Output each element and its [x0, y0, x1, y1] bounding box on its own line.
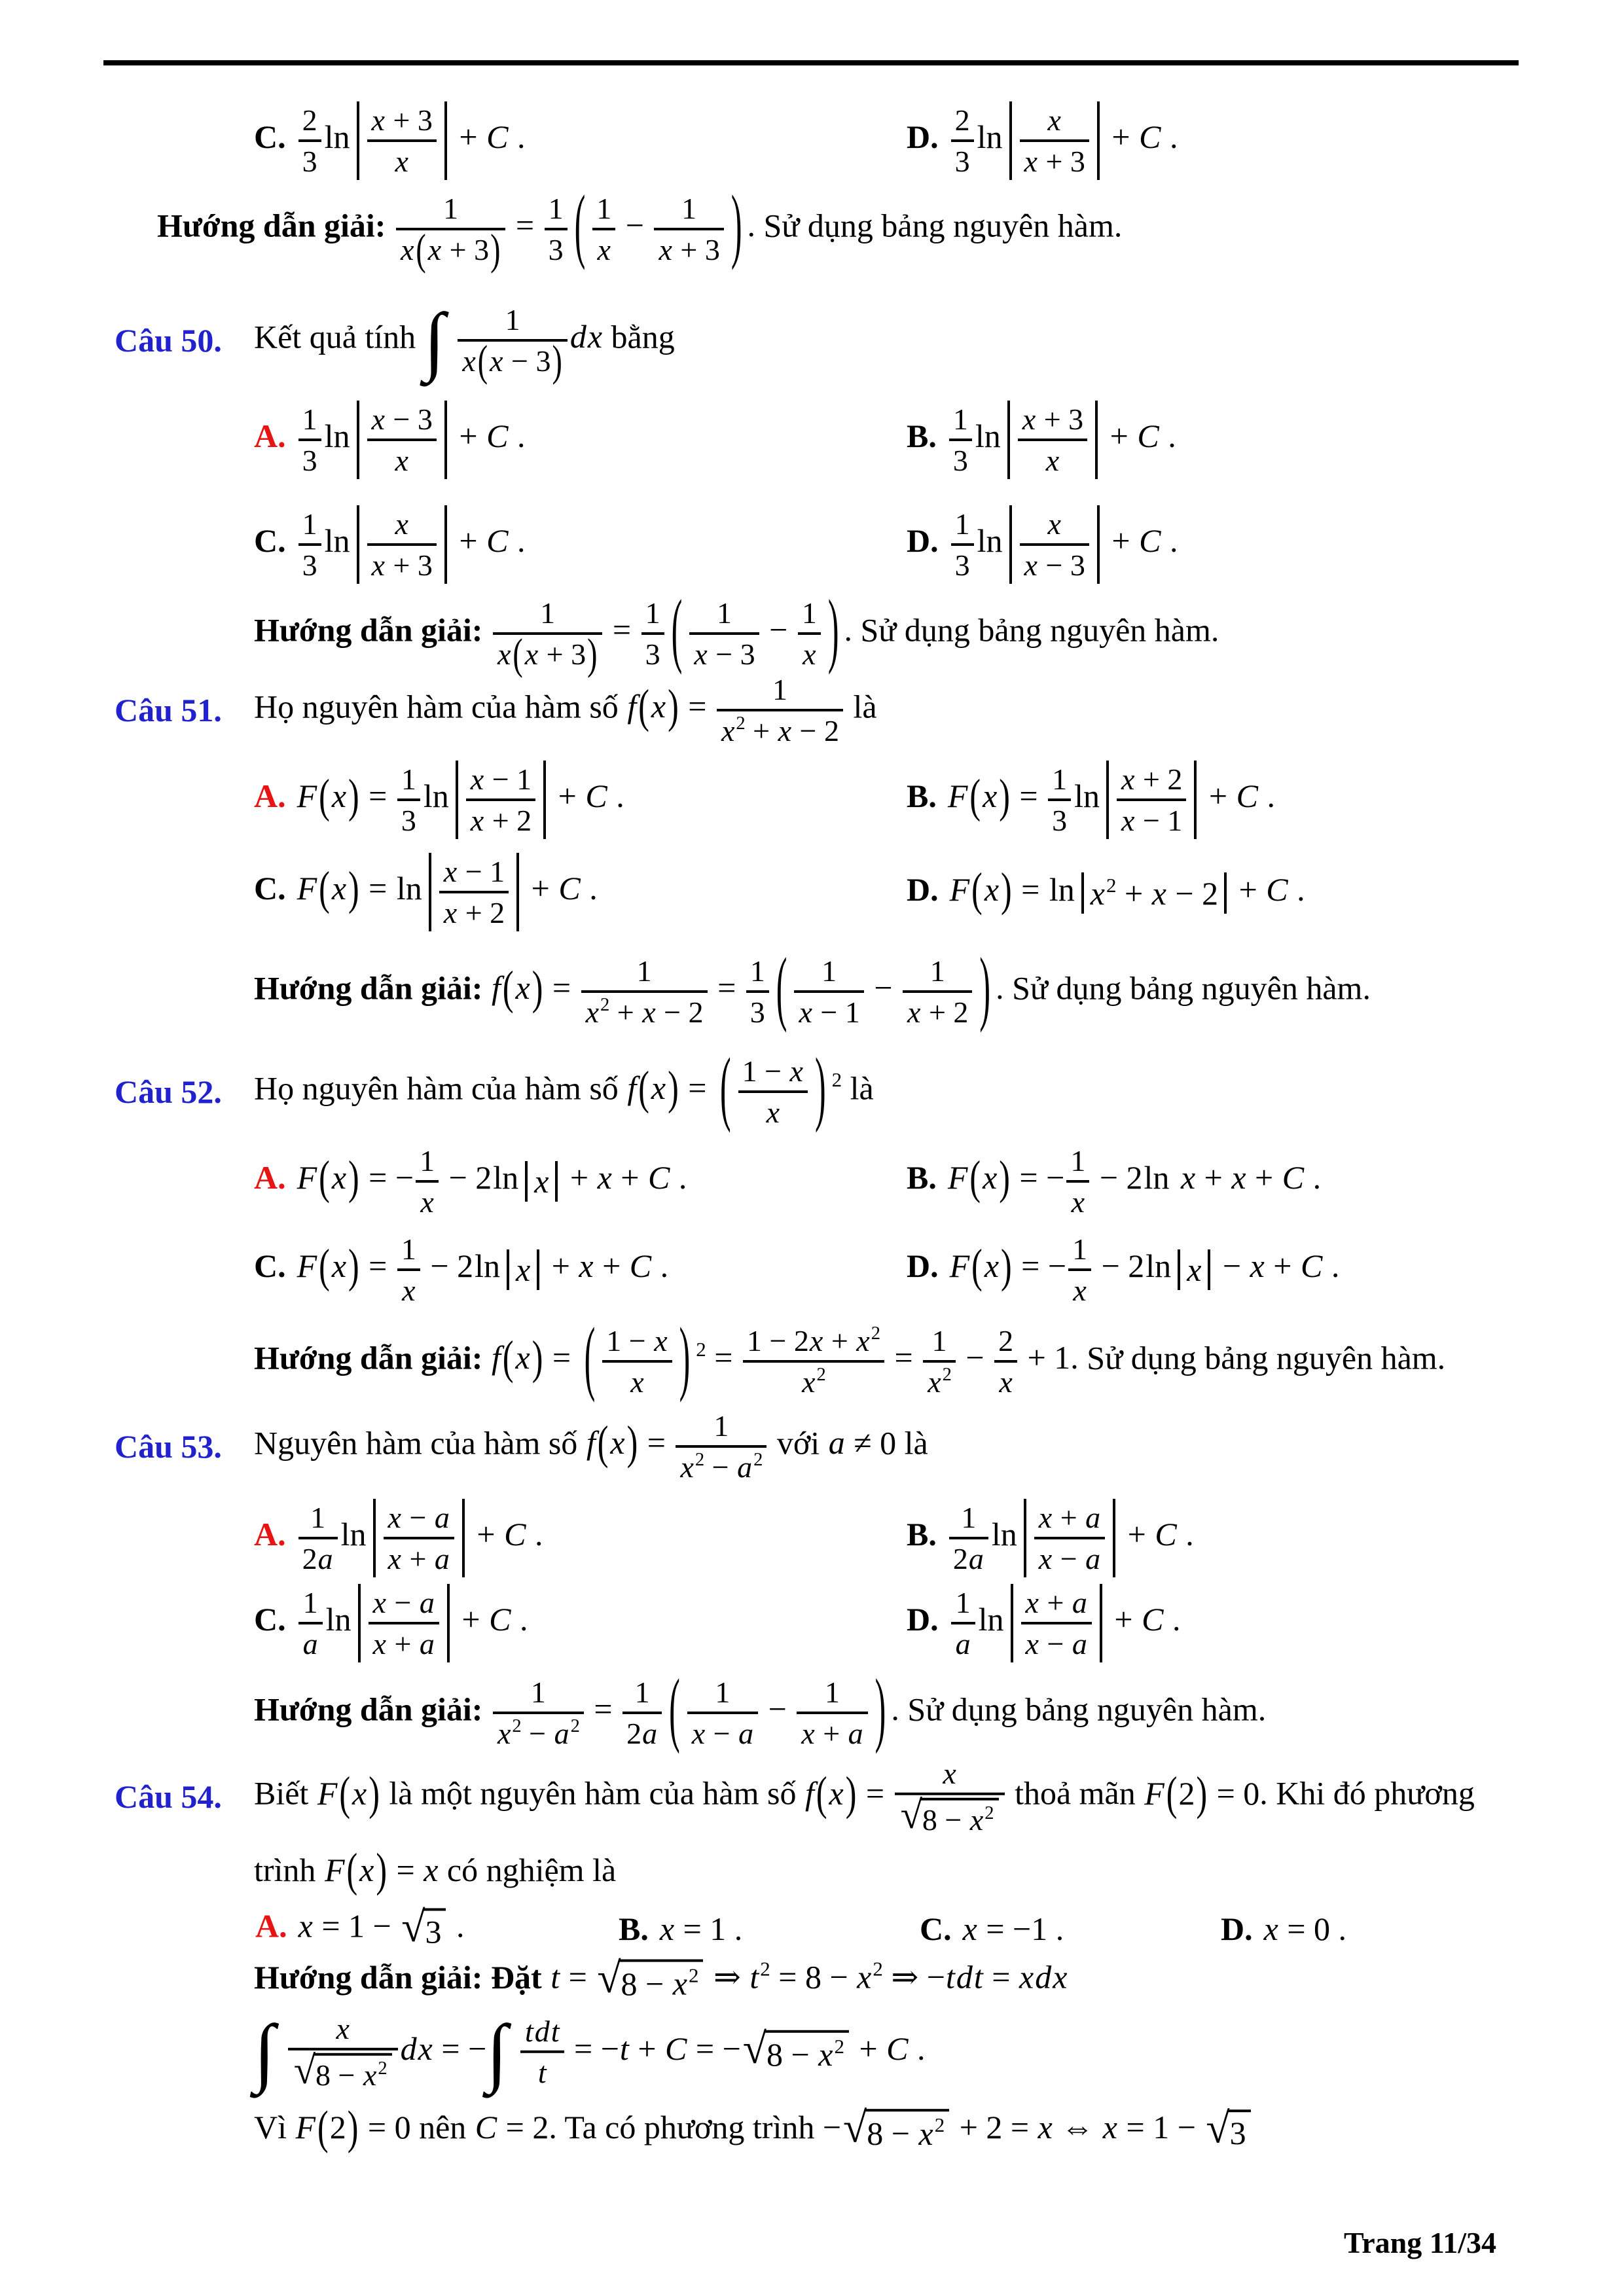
fraction: $\frac{1}{x - a}$ — [687, 1675, 758, 1751]
option — [907, 101, 1178, 180]
fraction: $\frac{1 - x}{x}$ — [738, 1054, 808, 1130]
fraction: $\frac{1}{x}$ — [397, 1232, 420, 1308]
absolute-value — [357, 505, 447, 584]
option — [907, 862, 1305, 916]
math-formula: − √ $8 - x^2$ + 2 = x ⇔ x = 1 − √ 3 — [823, 2109, 1253, 2145]
question-stem: Họ nguyên hàm của hàm số f(x) = $\frac{1}{x^2 + x - 2}$ là — [254, 673, 877, 747]
option — [619, 1910, 742, 1948]
option-formula: F(x) = − $\frac{1}{x}$ − 2ln x + x + C . — [297, 1144, 687, 1219]
option-formula: F(x) = $\frac{1}{x}$ − 2ln x + x + C . — [297, 1232, 669, 1307]
absolute-value — [373, 1499, 465, 1577]
fraction: $\frac{1}{a}$ — [298, 1585, 323, 1661]
question-stem: Kết quả tính ∫ $\frac{1}{x(x - 3)}$ dx bằng — [254, 298, 675, 385]
option-formula: F(x) = $\frac{1}{3}$ ln $\frac{x - 1}{x + 2}$ + C . — [297, 778, 624, 814]
option-formula: F(x) = − $\frac{1}{x}$ − 2ln x + x + C . — [947, 1144, 1322, 1219]
fraction: $\frac{1}{x + a}$ — [797, 1675, 867, 1751]
absolute-value — [358, 1584, 450, 1662]
option-label: A. — [255, 1907, 287, 1945]
absolute-value: x — [525, 1161, 558, 1202]
question-stem: Họ nguyên hàm của hàm số f(x) = ( $\frac{1 - x}{x}$ ) $^2$ là — [254, 1040, 874, 1134]
fraction: $\frac{1}{x - 3}$ — [689, 596, 759, 672]
fraction: $\frac{1}{x + 3}$ — [654, 191, 723, 267]
option — [254, 761, 624, 839]
solution: Hướng dẫn giải: $\frac{1}{x(x + 3)}$ = $\frac{1}{3}$ ( $\frac{1}{x - 3}$ − $\frac{1}{x}$ ) . Sử dụng bảng nguyên hàm. — [254, 582, 1219, 678]
fraction: $\frac{2}{x}$ — [994, 1323, 1017, 1399]
option-label: C. — [920, 1910, 952, 1947]
fraction: $\frac{1 - x}{x}$ — [602, 1323, 672, 1399]
square-root: √ $8 - x^2$ — [901, 1798, 999, 1837]
absolute-value — [357, 401, 447, 479]
fraction: $\frac{1}{3}$ — [1048, 762, 1071, 838]
option — [907, 401, 1176, 479]
fraction: $\frac{x}{x + 3}$ — [367, 507, 437, 583]
option-label: C. — [254, 522, 286, 560]
fraction: $\frac{1}{3}$ — [641, 596, 664, 672]
fraction: x √ $8 - x^2$ — [288, 2011, 398, 2092]
page-number: Trang 11/34 — [1343, 2226, 1496, 2259]
absolute-value: $x^2 + x - 2$ — [1081, 872, 1227, 914]
fraction: $\frac{x + 2}{x - 1}$ — [1117, 762, 1186, 838]
square-root: √ $8 - x^2$ — [843, 2109, 949, 2153]
fraction: $\frac{1}{3}$ — [397, 762, 420, 838]
option — [254, 1584, 528, 1662]
math-formula: f(x) = $\frac{1}{x^2 + x - 2}$ — [626, 688, 845, 725]
option-label: C. — [254, 870, 286, 907]
option-formula: $\frac{1}{3}$ ln $\frac{x - 3}{x}$ + C . — [297, 418, 526, 454]
solution — [254, 2011, 926, 2092]
fraction: $\frac{x - 1}{x + 2}$ — [466, 762, 535, 838]
fraction: $\frac{1}{3}$ — [951, 507, 974, 583]
option-formula: x = −1 . — [962, 1910, 1064, 1947]
fraction: $\frac{1}{x^2 - a^2}$ — [493, 1675, 584, 1751]
fraction: $\frac{1}{2a}$ — [949, 1500, 988, 1576]
fraction: $\frac{x}{x - 3}$ — [1020, 507, 1089, 583]
solution: Hướng dẫn giải: $\frac{1}{x^2 - a^2}$ = $\frac{1}{2a}$ ( $\frac{1}{x - a}$ − $\frac{1}{x + a}$ ) . Sử dụng bảng nguyên hàm. — [254, 1661, 1267, 1755]
fraction: $\frac{1}{x^2 + x - 2}$ — [581, 954, 708, 1030]
option — [907, 1143, 1321, 1219]
option-formula: F(x) = $\frac{1}{3}$ ln $\frac{x + 2}{x - 1}$ + C . — [947, 778, 1275, 814]
option-label: B. — [907, 1159, 937, 1196]
square-root: √ 3 — [1206, 2109, 1250, 2152]
solution: Hướng dẫn giải: f(x) = ( $\frac{1 - x}{x}$ ) $^2$ = $\frac{1 - 2x + x^2}{x^2}$ = $\frac{1}{x^2}$ − $\frac{2}{x}$ + 1. Sử dụng bảng nguyên hàm. — [254, 1310, 1446, 1404]
option-label: D. — [907, 522, 939, 560]
option-formula: $\frac{1}{2a}$ ln $\frac{x - a}{x + a}$ + C . — [297, 1516, 543, 1552]
math-formula: t = √ $8 - x^2$ ⇒ $t^2 = 8 - x^2$ ⇒ −tdt = xdx — [550, 1954, 1068, 2002]
option-label: B. — [907, 778, 937, 815]
question-number: Câu 52. — [115, 1073, 222, 1110]
option-formula: F(x) = ln $\frac{x - 1}{x + 2}$ + C . — [297, 870, 598, 906]
option-label: D. — [907, 1247, 939, 1285]
fraction: $\frac{1}{3}$ — [746, 954, 769, 1030]
fraction: $\frac{1}{x^2 + x - 2}$ — [717, 672, 843, 748]
fraction: $\frac{1}{3}$ — [545, 191, 568, 267]
fraction: $\frac{1}{a}$ — [951, 1585, 975, 1661]
option — [907, 1584, 1180, 1662]
option — [1221, 1910, 1346, 1948]
fraction: $\frac{1}{x - 1}$ — [794, 954, 863, 1030]
math-formula: $\frac{1}{x(x + 3)}$ = $\frac{1}{3}$ ( $\frac{1}{x}$ − $\frac{1}{x + 3}$ ) . — [394, 207, 755, 243]
fraction: $\frac{1}{2a}$ — [623, 1675, 662, 1751]
option-label: D. — [907, 118, 939, 156]
option-label: C. — [254, 118, 286, 156]
option — [907, 505, 1178, 584]
fraction: $\frac{x + a}{x - a}$ — [1034, 1500, 1105, 1576]
absolute-value — [1007, 401, 1098, 479]
option-formula: F(x) = − $\frac{1}{x}$ − 2ln x − x + C . — [949, 1232, 1340, 1307]
fraction: x √ $8 - x^2$ — [895, 1756, 1005, 1837]
option-formula: $\frac{1}{2a}$ ln $\frac{x + a}{x - a}$ + C . — [947, 1516, 1194, 1552]
fraction: $\frac{x + a}{x - a}$ — [1021, 1585, 1092, 1661]
fraction: $\frac{1}{x}$ — [798, 596, 821, 672]
fraction: $\frac{1}{2a}$ — [298, 1500, 338, 1576]
option — [254, 1499, 543, 1577]
fraction: $\frac{\text{tdt}}{t}$ — [520, 2014, 564, 2090]
option — [255, 1903, 465, 1951]
fraction: $\frac{x - 1}{x + 2}$ — [439, 854, 509, 930]
fraction: $\frac{x}{x + 3}$ — [1020, 103, 1089, 179]
option-formula: $F(x) = \ln x^2 + x - 2 + C$ . — [949, 862, 1305, 916]
fraction: $\frac{1}{3}$ — [949, 402, 972, 478]
option-formula: x = 1 − √ 3 . — [298, 1903, 465, 1951]
header-rule — [103, 60, 1519, 65]
math-formula: F(x) = x — [324, 1842, 439, 1897]
math-formula: a ≠ 0 — [828, 1424, 897, 1462]
fraction: $\frac{x - 3}{x}$ — [367, 402, 437, 478]
math-formula: f(x) = $\frac{1}{x^2 - a^2}$ — [586, 1424, 769, 1461]
question-stem: Biết F(x) là một nguyên hàm của hàm số f(x) = x √ $8 - x^2$ thoả mãn F(2) = 0. Khi đó phương — [254, 1756, 1475, 1838]
fraction: $\frac{1}{x}$ — [1066, 1143, 1089, 1219]
absolute-value: x — [507, 1249, 539, 1290]
absolute-value — [357, 101, 447, 180]
math-formula: f(x) = ( $\frac{1 - x}{x}$ ) $^2$ — [627, 1040, 842, 1134]
math-formula: $\frac{1}{x^2 - a^2}$ = $\frac{1}{2a}$ ( $\frac{1}{x - a}$ − $\frac{1}{x + a}$ ) . — [491, 1691, 899, 1727]
square-root: √ 3 — [401, 1909, 446, 1951]
fraction: $\frac{x - a}{x + a}$ — [384, 1500, 454, 1576]
fraction: $\frac{1}{x^2}$ — [923, 1323, 956, 1399]
option — [254, 101, 525, 180]
option — [920, 1910, 1064, 1948]
fraction: $\frac{x - a}{x + a}$ — [369, 1585, 439, 1661]
absolute-value — [456, 761, 546, 839]
fraction: $\frac{1}{3}$ — [298, 402, 321, 478]
math-formula: $\frac{1}{x(x + 3)}$ = $\frac{1}{3}$ ( $\frac{1}{x - 3}$ − $\frac{1}{x}$ ) . — [491, 611, 852, 648]
option — [254, 1232, 668, 1308]
option-label: B. — [907, 1516, 937, 1553]
fraction: $\frac{1}{x}$ — [592, 191, 615, 267]
integral-sign: ∫ — [424, 298, 445, 383]
option-label: B. — [907, 418, 937, 455]
option — [254, 401, 525, 479]
solution: Hướng dẫn giải: Đặt t = √ $8 - x^2$ ⇒ $t^2 = 8 - x^2$ ⇒ −tdt = xdx — [254, 1954, 1068, 2002]
fraction: $\frac{1}{x(x - 3)}$ — [458, 302, 567, 378]
solution: Vì F(2) = 0 nên C = 2. Ta có phương trình − √ $8 - x^2$ + 2 = x ⇔ x = 1 − √ 3 — [254, 2108, 1253, 2153]
math-formula: ∫ x √ $8 - x^2$ dx = −∫ $\frac{\text{tdt}}{t}$ = −t + C = − √ $8 - x^2$ + C . — [254, 2009, 926, 2094]
fraction: $\frac{1}{3}$ — [298, 507, 321, 583]
absolute-value — [1009, 505, 1100, 584]
option-label: B. — [619, 1910, 649, 1947]
absolute-value — [429, 853, 519, 931]
question-number: Câu 53. — [115, 1428, 222, 1465]
option-label: A. — [254, 778, 286, 815]
question-stem: trình F(x) = x có nghiệm là — [254, 1842, 617, 1897]
option-label: C. — [254, 1601, 286, 1638]
math-formula: f(x) = x √ $8 - x^2$ — [804, 1774, 1007, 1811]
option — [254, 505, 525, 584]
option-formula: x = 1 . — [659, 1910, 743, 1947]
option-label: A. — [254, 1159, 286, 1196]
option-formula: $\frac{1}{3}$ ln $\frac{x + 3}{x}$ + C . — [947, 418, 1176, 454]
option — [907, 1499, 1194, 1577]
question-number: Câu 50. — [115, 322, 222, 359]
absolute-value — [1009, 101, 1100, 180]
question-number: Câu 54. — [115, 1778, 222, 1815]
option-label: D. — [907, 1601, 939, 1638]
fraction: $\frac{1}{x(x + 3)}$ — [396, 191, 505, 267]
option-formula: $\frac{1}{3}$ ln $\frac{x}{x - 3}$ + C . — [949, 522, 1178, 559]
fraction: $\frac{1}{x + 2}$ — [903, 954, 972, 1030]
absolute-value — [1024, 1499, 1115, 1577]
fraction: $\frac{1}{x}$ — [1068, 1232, 1091, 1308]
solution: Hướng dẫn giải: $\frac{1}{x(x + 3)}$ = $\frac{1}{3}$ ( $\frac{1}{x}$ − $\frac{1}{x + 3}$ ) . Sử dụng bảng nguyên hàm. — [157, 177, 1123, 274]
option — [907, 1232, 1339, 1308]
fraction: $\frac{1}{x(x + 3)}$ — [493, 596, 602, 672]
option-formula: $\frac{1}{a}$ ln $\frac{x - a}{x + a}$ + C . — [297, 1601, 528, 1638]
square-root: √ $8 - x^2$ — [597, 1959, 703, 2002]
option — [907, 761, 1275, 839]
absolute-value — [1106, 761, 1197, 839]
integral-sign: ∫ — [486, 2009, 508, 2094]
option-label: C. — [254, 1247, 286, 1285]
math-formula: F(2) = 0 — [1144, 1766, 1260, 1820]
option-formula: $\frac{2}{3}$ ln $\frac{x + 3}{x}$ + C . — [297, 118, 526, 155]
question-stem: Nguyên hàm của hàm số f(x) = $\frac{1}{x^2 - a^2}$ với a ≠ 0 là — [254, 1409, 928, 1484]
option-label: A. — [254, 1516, 286, 1553]
option-formula: $\frac{1}{3}$ ln $\frac{x}{x + 3}$ + C . — [297, 522, 526, 559]
option-formula: $\frac{2}{3}$ ln $\frac{x}{x + 3}$ + C . — [949, 118, 1178, 155]
fraction: $\frac{x + 3}{x}$ — [1018, 402, 1087, 478]
math-formula: C = 2 — [475, 2109, 549, 2146]
absolute-value: x — [1178, 1249, 1210, 1290]
fraction: $\frac{2}{3}$ — [298, 103, 321, 179]
square-root: √ $8 - x^2$ — [294, 2053, 392, 2092]
question-number: Câu 51. — [115, 692, 222, 728]
integral-sign: ∫ — [254, 2009, 276, 2094]
math-formula: f(x) = $\frac{1}{x^2 + x - 2}$ = $\frac{1}{3}$ ( $\frac{1}{x - 1}$ − $\frac{1}{x + 2}$ ) . — [491, 940, 1004, 1034]
option-label: D. — [907, 870, 939, 908]
option — [254, 1143, 687, 1219]
option-formula: x = 0 . — [1263, 1910, 1347, 1947]
fraction: $\frac{2}{3}$ — [951, 103, 974, 179]
fraction: $\frac{x + 3}{x}$ — [367, 103, 437, 179]
fraction: $\frac{1 - 2x + x^2}{x^2}$ — [743, 1323, 884, 1399]
absolute-value — [1011, 1584, 1102, 1662]
math-formula: ∫ $\frac{1}{x(x - 3)}$ dx — [424, 298, 603, 385]
fraction: $\frac{1}{x^2 - a^2}$ — [676, 1408, 767, 1484]
option-formula: $\frac{1}{a}$ ln $\frac{x + a}{x - a}$ + C . — [949, 1601, 1181, 1638]
option-label: A. — [254, 418, 286, 455]
math-formula: F(2) = 0 — [295, 2100, 411, 2154]
square-root: √ $8 - x^2$ — [743, 2030, 849, 2073]
fraction: $\frac{1}{x}$ — [416, 1143, 439, 1219]
option — [254, 853, 598, 931]
math-formula: f(x) = ( $\frac{1 - x}{x}$ ) $^2$ = $\frac{1 - 2x + x^2}{x^2}$ = $\frac{1}{x^2}$ − $\frac{2}{x}$ + 1. — [491, 1310, 1079, 1404]
solution: Hướng dẫn giải: f(x) = $\frac{1}{x^2 + x - 2}$ = $\frac{1}{3}$ ( $\frac{1}{x - 1}$ − $\frac{1}{x + 2}$ ) . Sử dụng bảng nguyên hàm. — [254, 940, 1371, 1034]
option-label: D. — [1221, 1910, 1253, 1947]
math-formula: F(x) — [317, 1766, 380, 1820]
